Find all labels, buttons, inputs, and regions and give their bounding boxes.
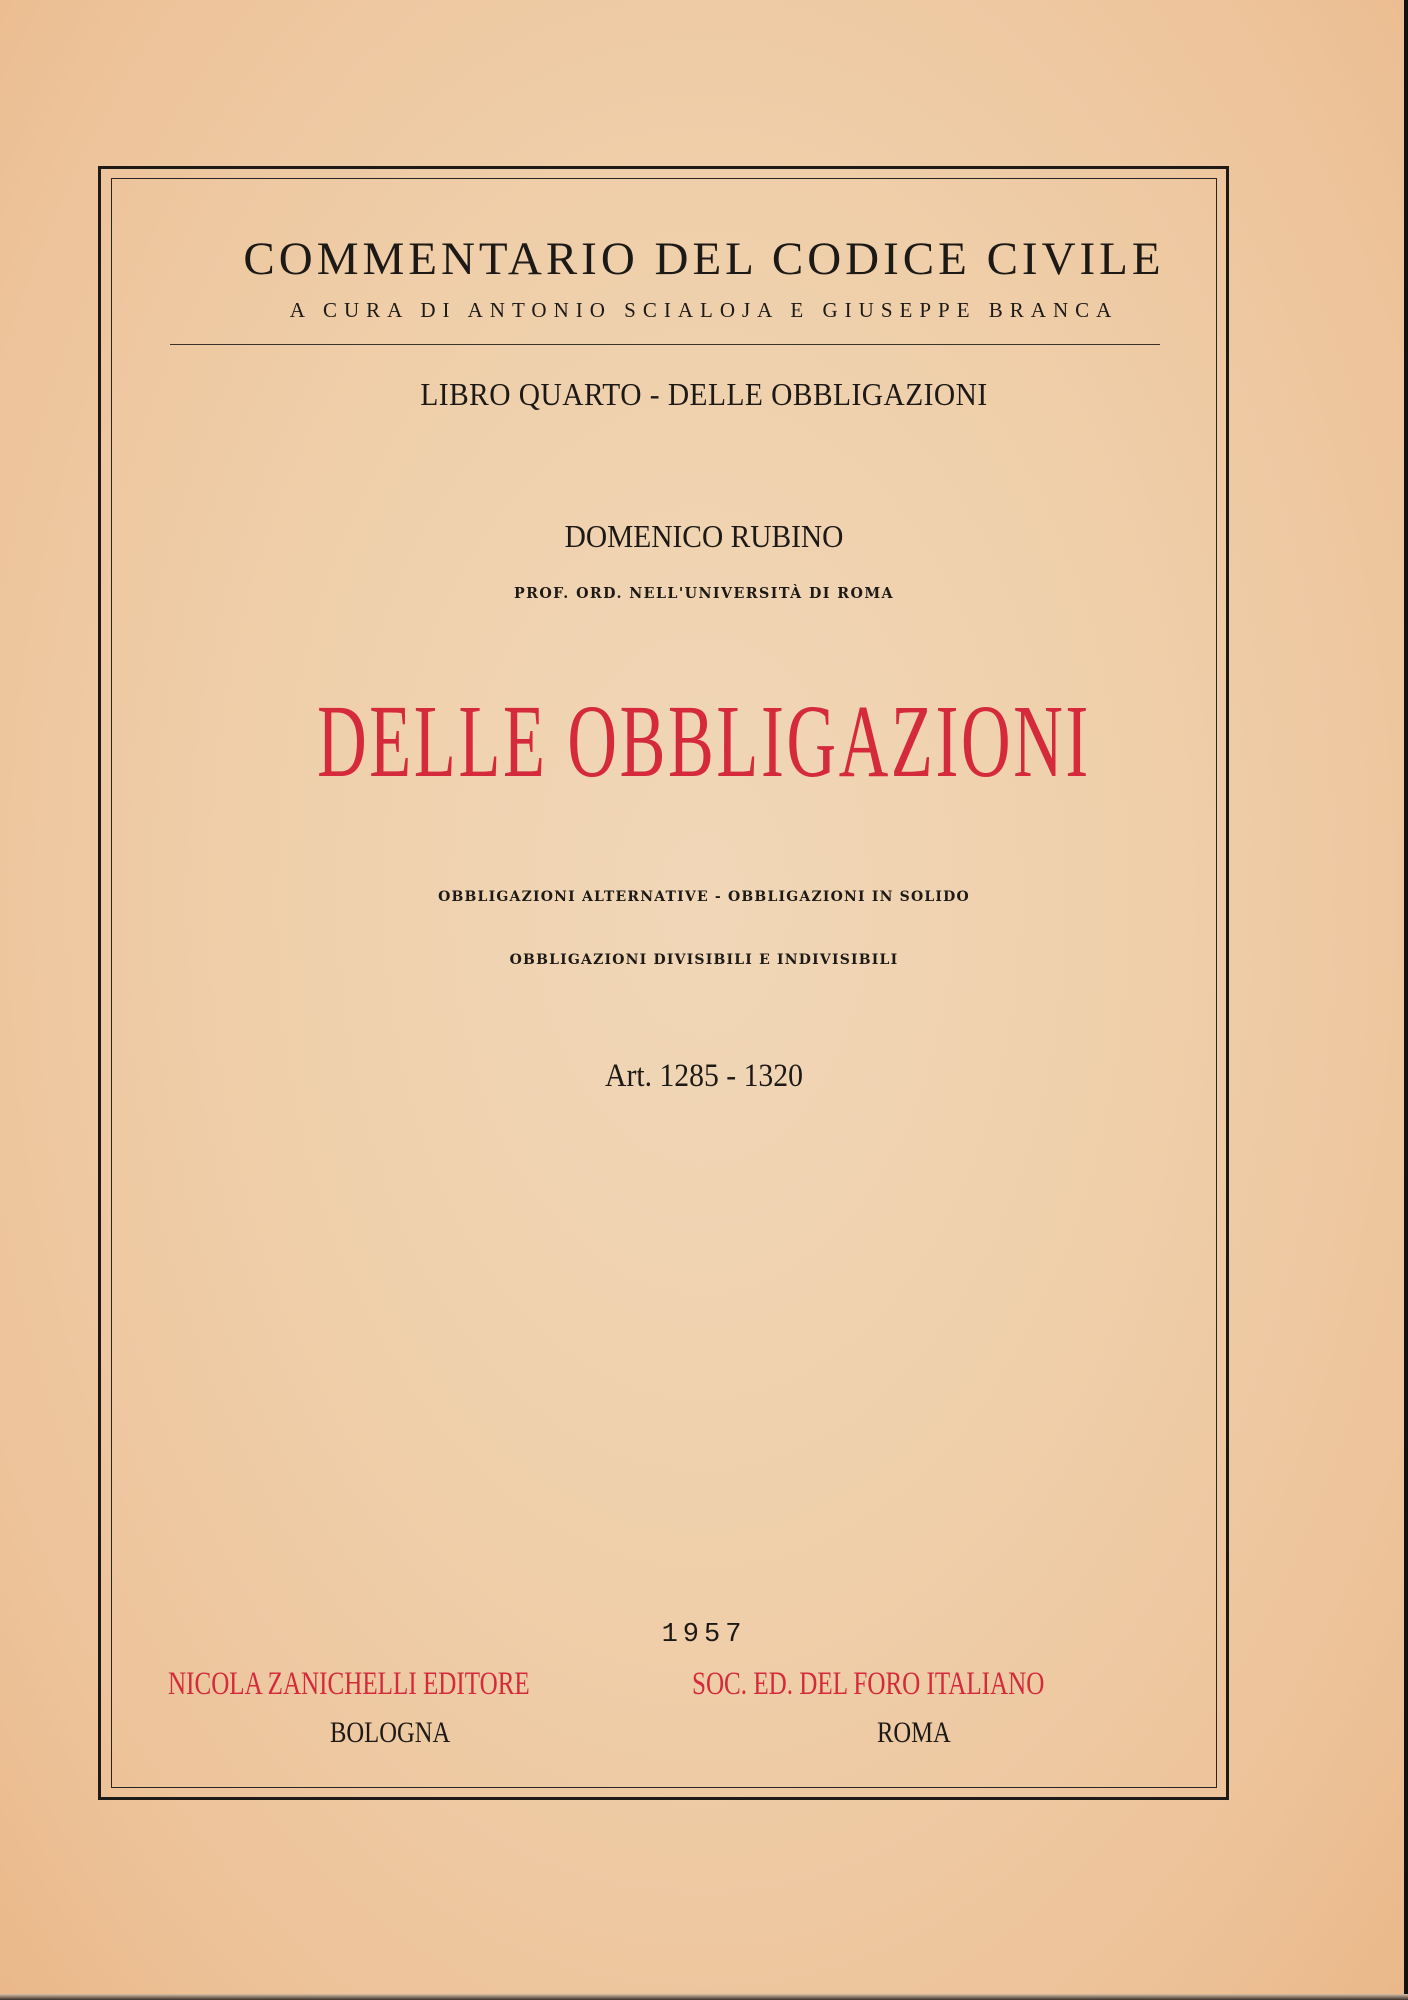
header-divider bbox=[170, 344, 1160, 345]
author-name: DOMENICO RUBINO bbox=[564, 518, 844, 554]
article-range: Art. 1285 - 1320 bbox=[605, 1058, 803, 1094]
publication-year: 1957 bbox=[661, 1620, 747, 1650]
page-edge-bottom bbox=[0, 1994, 1408, 2000]
inner-border-frame bbox=[111, 178, 1217, 1788]
publisher-name: NICOLA ZANICHELLI EDITORE bbox=[168, 1666, 530, 1702]
author-role: PROF. ORD. NELL'UNIVERSITÀ DI ROMA bbox=[513, 584, 895, 602]
main-title: DELLE OBBLIGAZIONI bbox=[317, 684, 1091, 799]
series-editors: A CURA DI ANTONIO SCIALOJA E GIUSEPPE BRANCA bbox=[289, 298, 1119, 322]
publisher-name: SOC. ED. DEL FORO ITALIANO bbox=[692, 1666, 1045, 1702]
publisher-city: ROMA bbox=[877, 1716, 951, 1749]
publisher-city: BOLOGNA bbox=[330, 1716, 451, 1749]
subtitle-line: OBBLIGAZIONI DIVISIBILI E INDIVISIBILI bbox=[509, 952, 899, 968]
subtitle-line: OBBLIGAZIONI ALTERNATIVE - OBBLIGAZIONI IN SOLIDO bbox=[438, 889, 970, 905]
series-title: COMMENTARIO DEL CODICE CIVILE bbox=[243, 233, 1165, 285]
book-part: LIBRO QUARTO - DELLE OBBLIGAZIONI bbox=[420, 376, 988, 412]
